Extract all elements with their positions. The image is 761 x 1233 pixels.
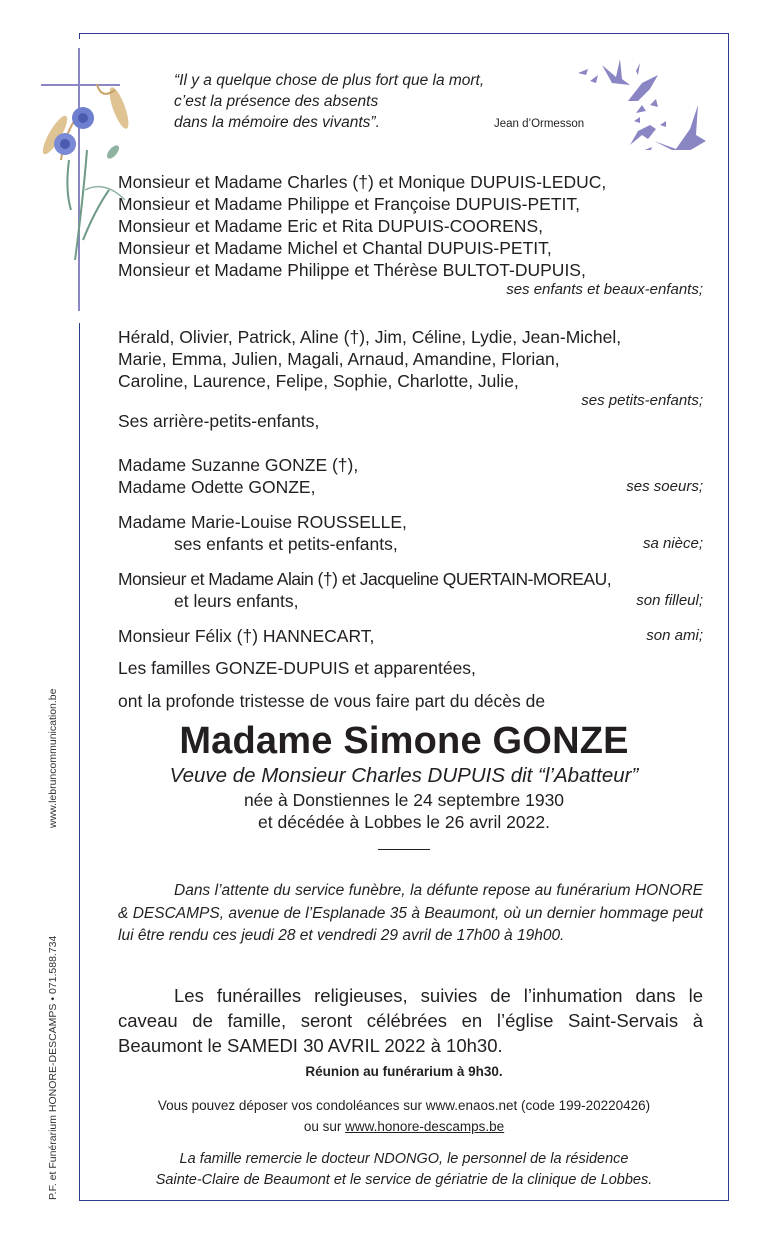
thanks-line: La famille remercie le docteur NDONGO, le personnel de la résidence	[179, 1151, 629, 1167]
family-line: Ses arrière-petits-enfants,	[118, 411, 320, 431]
thanks-line: Sainte-Claire de Beaumont et le service de gériatrie de la clinique de Lobbes.	[155, 1172, 653, 1188]
family-line	[118, 590, 703, 612]
family-line: Caroline, Laurence, Felipe, Sophie, Charlotte, Julie,	[118, 371, 519, 391]
family-line: Monsieur et Madame Charles (†) et Monique DUPUIS-LEDUC,	[118, 172, 607, 192]
separator	[378, 849, 430, 850]
sisters-block	[118, 454, 703, 498]
frame-left-border-stub	[79, 33, 80, 39]
family-line: Monsieur et Madame Philippe et Françoise DUPUIS-PETIT,	[118, 194, 580, 214]
quote-author: Jean d’Ormesson	[494, 118, 585, 130]
meeting-info: Réunion au funérarium à 9h30.	[305, 1064, 503, 1079]
family-line: Marie, Emma, Julien, Magali, Arnaud, Amandine, Florian,	[118, 349, 560, 369]
relation-label: ses enfants et beaux-enfants;	[506, 281, 703, 298]
condolences-line2	[79, 1116, 729, 1137]
visitation-paragraph: Dans l’attente du service funèbre, la défunte repose au funérarium HONORE & DESCAMPS, avenue de l’Esplanade 35 à Beaumont, où un dernier hommage peut lui être rendu ces jeudi 28 et vendredi 29 avril de 17h00 à 19h00.	[118, 882, 703, 944]
relation-label: sa nièce;	[642, 535, 703, 552]
relation-label: son filleul;	[636, 592, 703, 609]
widow-of: Veuve de Monsieur Charles DUPUIS dit “l’Abatteur”	[169, 764, 639, 787]
godson-block	[118, 568, 703, 612]
condolences-block	[79, 1095, 729, 1137]
funeral-paragraph: Les funérailles religieuses, suivies de l’inhumation dans le caveau de famille, seront célébrées en l’église Saint-Servais à Beaumont le SAMEDI 30 AVRIL 2022 à 10h30.	[118, 985, 703, 1056]
quote-line: dans la mémoire des vivants”.	[174, 114, 380, 131]
deceased-name: Madame Simone GONZE	[179, 720, 629, 762]
family-line-text: ses enfants et petits-enfants,	[174, 534, 398, 554]
death-info: et décédée à Lobbes le 26 avril 2022.	[258, 812, 550, 832]
funeral-home-link[interactable]: www.honore-descamps.be	[345, 1119, 505, 1134]
announcement-text: ont la profonde tristesse de vous faire part du décès de	[118, 691, 546, 711]
family-line	[118, 625, 703, 647]
family-line: Les familles GONZE-DUPUIS et apparentées,	[118, 658, 476, 678]
family-line: Monsieur et Madame Michel et Chantal DUPUIS-PETIT,	[118, 238, 552, 258]
children-block	[118, 171, 703, 299]
family-line-text: et leurs enfants,	[174, 591, 299, 611]
family-line	[118, 476, 703, 498]
birds-flock-icon	[572, 55, 712, 150]
credit-text: www.lebruncommunication.be	[47, 688, 59, 828]
frame-right-border	[728, 33, 729, 1201]
thanks-block	[79, 1149, 729, 1191]
family-line: Madame Marie-Louise ROUSSELLE,	[118, 512, 407, 532]
announcement-block	[118, 690, 703, 712]
relation-label: son ami;	[646, 627, 703, 644]
deceased-block	[79, 719, 729, 850]
quote	[174, 70, 484, 133]
family-line: Hérald, Olivier, Patrick, Aline (†), Jim, Céline, Lydie, Jean-Michel,	[118, 327, 622, 347]
grandchildren-block	[118, 326, 703, 432]
family-line: Madame Suzanne GONZE (†),	[118, 455, 359, 475]
niece-block	[118, 511, 703, 555]
condolences-line: Vous pouvez déposer vos condoléances sur www.enaos.net (code 199-20220426)	[157, 1098, 651, 1113]
condolences-prefix: ou sur	[303, 1119, 346, 1134]
family-line: Monsieur et Madame Philippe et Thérèse BULTOT-DUPUIS,	[118, 260, 586, 280]
quote-line: c’est la présence des absents	[174, 93, 379, 110]
frame-bottom-border	[79, 1200, 729, 1201]
family-line-text: Monsieur Félix (†) HANNECART,	[118, 626, 375, 646]
birth-info: née à Donstiennes le 24 septembre 1930	[243, 790, 565, 810]
families-block	[118, 657, 703, 679]
family-line-text: Madame Odette GONZE,	[118, 477, 316, 497]
relation-label: ses petits-enfants;	[581, 392, 703, 409]
family-line: Monsieur et Madame Eric et Rita DUPUIS-COORENS,	[118, 216, 543, 236]
family-line: Monsieur et Madame Alain (†) et Jacqueline QUERTAIN-MOREAU,	[118, 569, 612, 589]
relation-label: ses soeurs;	[626, 478, 703, 495]
family-line	[118, 533, 703, 555]
funeral-home-text: P.F. et Funérarium HONORE-DESCAMPS • 071.588.734	[47, 935, 59, 1200]
quote-line: “Il y a quelque chose de plus fort que la mort,	[174, 72, 485, 89]
friend-block	[118, 625, 703, 647]
frame-top-border	[79, 33, 729, 34]
